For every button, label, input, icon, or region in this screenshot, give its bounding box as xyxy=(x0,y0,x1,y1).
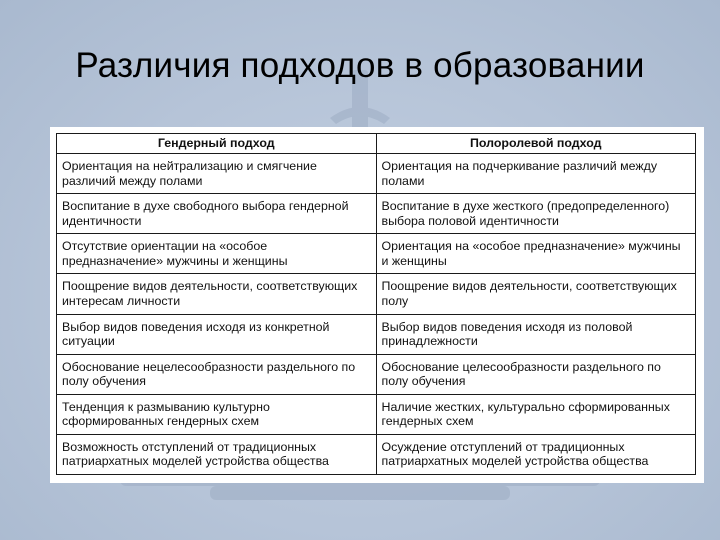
table-cell: Обоснование целесообразности раздельного по полу обучения xyxy=(376,354,696,394)
comparison-table-card xyxy=(50,127,704,483)
table-cell: Тенденция к размыванию культурно сформированных гендерных схем xyxy=(57,394,377,434)
table-cell: Выбор видов поведения исходя из конкретной ситуации xyxy=(57,314,377,354)
table-cell: Ориентация на «особое предназначение» мужчины и женщины xyxy=(376,234,696,274)
table-row xyxy=(57,354,696,394)
table-row xyxy=(57,274,696,314)
table-row xyxy=(57,394,696,434)
table-cell: Возможность отступлений от традиционных патриархатных моделей устройства общества xyxy=(57,434,377,474)
table-cell: Ориентация на нейтрализацию и смягчение различий между полами xyxy=(57,154,377,194)
comparison-table xyxy=(56,133,696,475)
table-cell: Воспитание в духе жесткого (предопределенного) выбора половой идентичности xyxy=(376,194,696,234)
table-cell: Отсутствие ориентации на «особое предназначение» мужчины и женщины xyxy=(57,234,377,274)
table-row xyxy=(57,234,696,274)
table-header-row xyxy=(57,134,696,154)
column-header-gender-approach: Гендерный подход xyxy=(57,134,377,154)
table-cell: Осуждение отступлений от традиционных патриархатных моделей устройства общества xyxy=(376,434,696,474)
table-row xyxy=(57,434,696,474)
table-cell: Выбор видов поведения исходя из половой принадлежности xyxy=(376,314,696,354)
table-cell: Поощрение видов деятельности, соответствующих полу xyxy=(376,274,696,314)
table-cell: Наличие жестких, культурально сформированных гендерных схем xyxy=(376,394,696,434)
table-cell: Поощрение видов деятельности, соответствующих интересам личности xyxy=(57,274,377,314)
table-cell: Обоснование нецелесообразности раздельного по полу обучения xyxy=(57,354,377,394)
page-title: Различия подходов в образовании xyxy=(75,46,645,85)
table-cell: Воспитание в духе свободного выбора гендерной идентичности xyxy=(57,194,377,234)
table-cell: Ориентация на подчеркивание различий между полами xyxy=(376,154,696,194)
table-row xyxy=(57,314,696,354)
column-header-sex-role-approach: Полоролевой подход xyxy=(376,134,696,154)
table-row xyxy=(57,154,696,194)
table-row xyxy=(57,194,696,234)
